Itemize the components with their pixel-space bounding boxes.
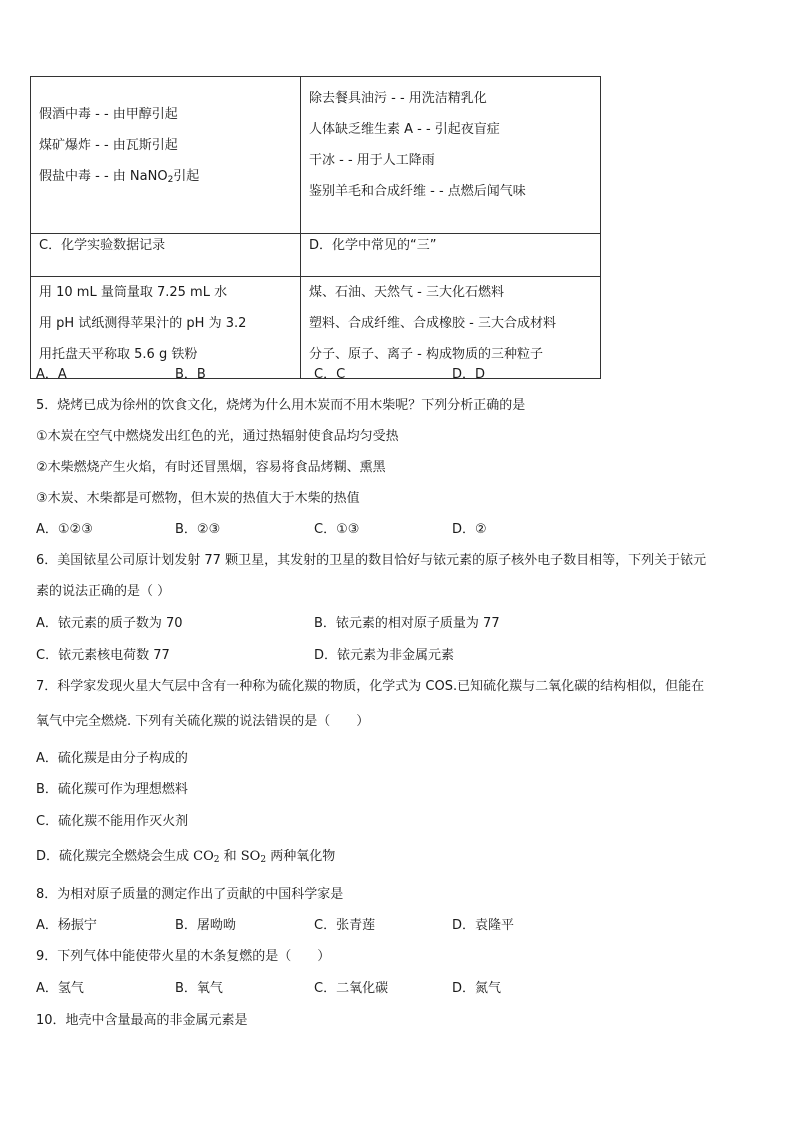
q4-option-b: B．B [175,367,206,382]
q7-stem-line2: 氧气中完全燃烧. 下列有关硫化羰的说法错误的是（ ） [36,714,370,729]
cell-line: 塑料、合成纤维、合成橡胶 - 三大合成材料 [309,316,556,331]
table-row [31,234,601,277]
q8-option-a: A．杨振宁 [36,918,97,933]
q10-stem: 10．地壳中含量最高的非金属元素是 [36,1013,248,1028]
q5-option-d: D．② [452,522,487,537]
cell-line: 除去餐具油污 - - 用洗洁精乳化 [309,91,487,106]
q8-stem: 8．为相对原子质量的测定作出了贡献的中国科学家是 [36,887,344,902]
cell-line: 分子、原子、离子 - 构成物质的三种粒子 [309,347,543,362]
cell-line: 人体缺乏维生素 A - - 引起夜盲症 [309,122,500,137]
q9-option-c: C．二氧化碳 [314,981,389,996]
q4-option-a: A．A [36,367,67,382]
q9-stem: 9．下列气体中能使带火星的木条复燃的是（ ） [36,949,331,964]
q8-option-b: B．屠呦呦 [175,918,236,933]
q6-option-a: A．铱元素的质子数为 70 [36,616,183,631]
cell-line: 干冰 - - 用于人工降雨 [309,153,435,168]
cell-line: 用 10 mL 量筒量取 7.25 mL 水 [39,285,228,300]
q7-option-d: D．硫化羰完全燃烧会生成 $CO_2$ 和 $SO_2$ 两种氧化物 [36,849,336,865]
cell-line: 用 pH 试纸测得苹果汁的 pH 为 3.2 [39,316,247,331]
q5-item-3: ③木炭、木柴都是可燃物，但木炭的热值大于木柴的热值 [36,491,360,506]
q4-option-c: C．C [314,367,346,382]
q7-option-b: B．硫化羰可作为理想燃料 [36,782,188,797]
q9-option-b: B．氧气 [175,981,223,996]
table-cell-d [301,277,601,379]
cell-line: 鉴别羊毛和合成纤维 - - 点燃后闻气味 [309,184,526,199]
table-cell-a [31,77,301,234]
q5-stem: 5．烧烤已成为徐州的饮食文化，烧烤为什么用木炭而不用木柴呢？下列分析正确的是 [36,398,526,413]
so2-formula: $SO_2$ [240,849,267,865]
q5-option-c: C．①③ [314,522,360,537]
q8-option-c: C．张青莲 [314,918,376,933]
cell-line: 煤矿爆炸 - - 由瓦斯引起 [39,138,178,153]
matching-table [30,76,601,379]
q5-option-a: A．①②③ [36,522,93,537]
table-header-d: D．化学中常见的“三” [301,234,601,277]
q4-option-d: D．D [452,367,486,382]
table-cell-b [301,77,601,234]
q5-option-b: B．②③ [175,522,221,537]
q6-option-c: C．铱元素核电荷数 77 [36,648,170,663]
cell-line: 假酒中毒 - - 由甲醇引起 [39,107,178,122]
table-cell-c [31,277,301,379]
co2-formula: $CO_2$ [193,849,220,865]
q6-option-b: B．铱元素的相对原子质量为 77 [314,616,500,631]
cell-line: 用托盘天平称取 5.6 g 铁粉 [39,347,198,362]
table-header-c: C．化学实验数据记录 [31,234,301,277]
q5-item-2: ②木柴燃烧产生火焰，有时还冒黑烟，容易将食品烤糊、熏黑 [36,460,386,475]
q5-item-1: ①木炭在空气中燃烧发出红色的光，通过热辐射使食品均匀受热 [36,429,399,444]
q7-stem-line1: 7．科学家发现火星大气层中含有一种称为硫化羰的物质，化学式为 COS.已知硫化羰与二氧化碳的结构相似，但能在 [36,679,705,694]
q7-option-c: C．硫化羰不能用作灭火剂 [36,814,189,829]
q6-option-d: D．铱元素为非金属元素 [314,648,455,663]
q6-stem-line1: 6．美国铱星公司原计划发射 77 颗卫星，其发射的卫星的数目恰好与铱元素的原子核外电子数目相等，下列关于铱元 [36,553,707,568]
cell-line: 煤、石油、天然气 - 三大化石燃料 [309,285,504,300]
q6-stem-line2: 素的说法正确的是（ ） [36,584,171,599]
q9-option-d: D．氮气 [452,981,502,996]
q7-option-a: A．硫化羰是由分子构成的 [36,751,188,766]
q9-option-a: A．氢气 [36,981,84,996]
q8-option-d: D．袁隆平 [452,918,515,933]
cell-line: 假盐中毒 - - 由 NaNO$_2$引起 [39,169,200,185]
table-row [31,77,601,234]
